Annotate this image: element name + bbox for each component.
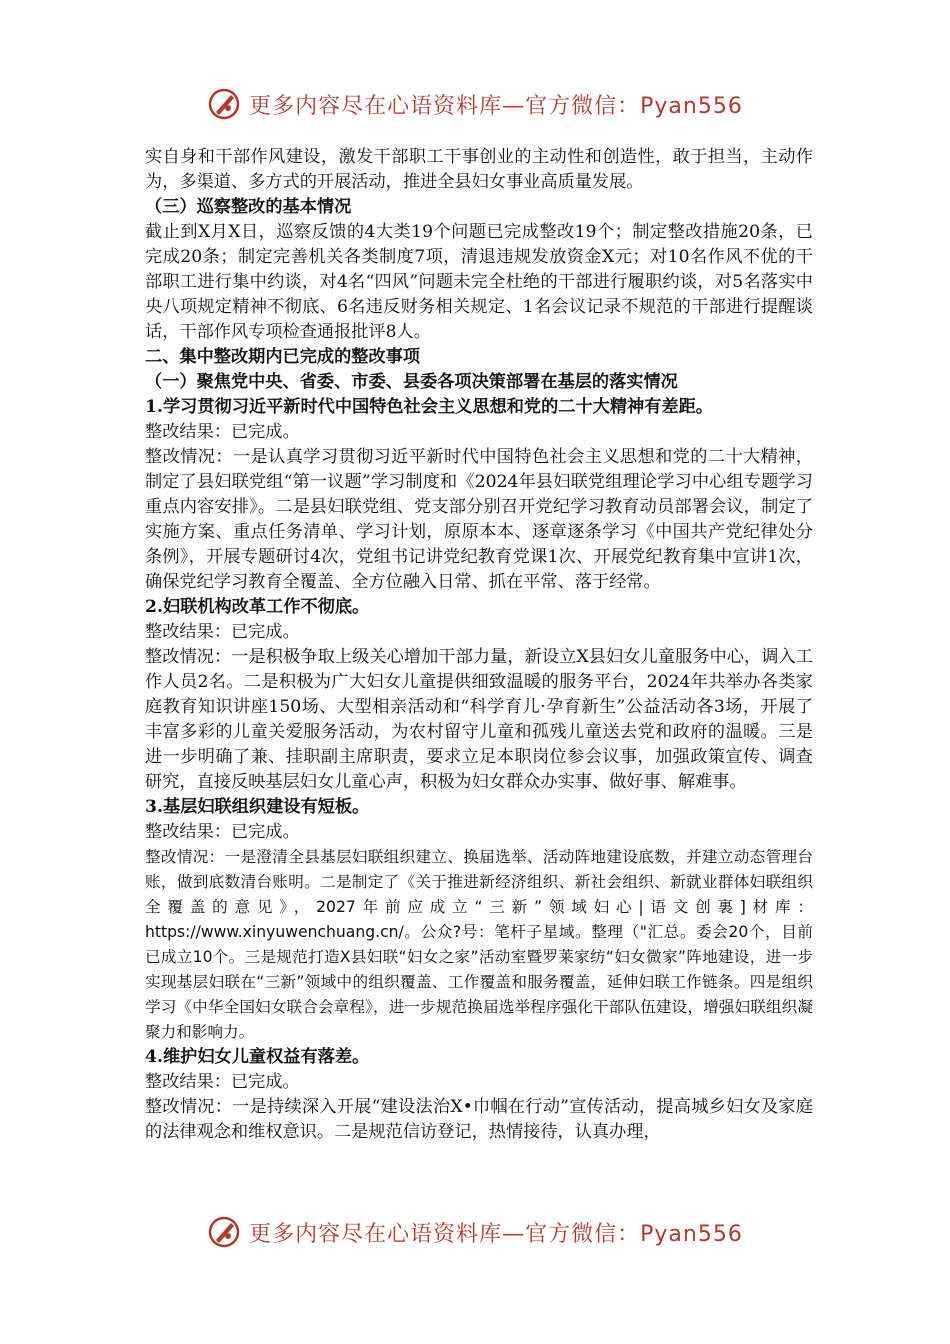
pen-logo-icon	[207, 1215, 241, 1249]
header-watermark-banner	[0, 80, 950, 128]
paragraph: 整改情况：一是持续深入开展“建设法治X•巾帼在行动”宣传活动，提高城乡妇女及家庭的法律观念和维权意识。二是规范信访登记，热情接待，认真办理，	[145, 1097, 813, 1142]
footer-watermark-banner	[0, 1208, 950, 1256]
paragraph: 整改结果：已完成。	[145, 422, 300, 442]
banner-text: 更多内容尽在心语资料库—官方微信：Pyan556	[249, 93, 743, 119]
section-heading: （一）聚焦党中央、省委、市委、县委各项决策部署在基层的落实情况	[145, 372, 678, 392]
section-heading: 3.基层妇联组织建设有短板。	[145, 797, 370, 817]
paragraph: 整改情况：一是澄清全县基层妇联组织建立、换届选举、活动阵地建设底数，并建立动态管理台账，做到底数清台账明。二是制定了《关于推进新经济组织、新社会组织、新就业群体妇联组织全覆盖的意见》，2027年前应成立“三新”领域妇心|语文创裏]材库：https://www.xinyuwenchuang.cn/。公众?号：笔杆子星域。整理（"汇总。委会20个，目前已成立10个。三是规范打造X县妇联“妇女之家”活动室暨罗莱家纺“妇女微家”阵地建设，进一步实现基层妇联在“三新”领域中的组织覆盖、工作覆盖和服务覆盖，延伸妇联工作链条。四是组织学习《中华全国妇女联合会章程》，进一步规范换届选举程序强化干部队伍建设，增强妇联组织凝聚力和影响力。	[145, 848, 813, 1041]
paragraph: 整改结果：已完成。	[145, 1072, 300, 1092]
document-body	[145, 145, 813, 1145]
paragraph: 整改情况：一是认真学习贯彻习近平新时代中国特色社会主义思想和党的二十大精神，制定了县妇联党组“第一议题”学习制度和《2024年县妇联党组理论学习中心组专题学习重点内容安排》。二是县妇联党组、党支部分别召开党纪学习教育动员部署会议，制定了实施方案、重点任务清单、学习计划，原原本本、逐章逐条学习《中国共产党纪律处分条例》，开展专题研讨4次，党组书记讲党纪教育党课1次、开展党纪教育集中宣讲1次，确保党纪学习教育全覆盖、全方位融入日常、抓在平常、落于经常。	[145, 447, 813, 592]
paragraph: 截止到X月X日，巡察反馈的4大类19个问题已完成整改19个；制定整改措施20条，已完成20条；制定完善机关各类制度7项，清退违规发放资金X元；对10名作风不优的干部职工进行集中约谈，对4名“四风”问题未完全杜绝的干部进行履职约谈，对5名落实中央八项规定精神不彻底、6名违反财务相关规定、1名会议记录不规范的干部进行提醒谈话，干部作风专项检查通报批评8人。	[145, 222, 813, 342]
section-heading: （三）巡察整改的基本情况	[145, 197, 352, 217]
paragraph: 整改结果：已完成。	[145, 822, 300, 842]
banner-text: 更多内容尽在心语资料库—官方微信：Pyan556	[249, 1221, 743, 1247]
section-heading: 1.学习贯彻习近平新时代中国特色社会主义思想和党的二十大精神有差距。	[145, 397, 713, 417]
paragraph: 整改结果：已完成。	[145, 622, 300, 642]
pen-logo-icon	[207, 87, 241, 121]
section-heading: 4.维护妇女儿童权益有落差。	[145, 1047, 370, 1067]
paragraph: 实自身和干部作风建设，激发干部职工干事创业的主动性和创造性，敢于担当，主动作为，多渠道、多方式的开展活动，推进全县妇女事业高质量发展。	[145, 147, 813, 192]
paragraph: 整改情况：一是积极争取上级关心增加干部力量，新设立X县妇女儿童服务中心，调入工作人员2名。二是积极为广大妇女儿童提供细致温暖的服务平台，2024年共举办各类家庭教育知识讲座150场、大型相亲活动和“科学育儿·孕育新生”公益活动各3场，开展了丰富多彩的儿童关爱服务活动，为农村留守儿童和孤残儿童送去党和政府的温暖。三是进一步明确了兼、挂职副主席职责，要求立足本职岗位参会议事，加强政策宣传、调查研究，直接反映基层妇女儿童心声，积极为妇女群众办实事、做好事、解难事。	[145, 647, 813, 792]
section-heading: 2.妇联机构改革工作不彻底。	[145, 597, 370, 617]
section-heading: 二、集中整改期内已完成的整改事项	[145, 347, 421, 367]
